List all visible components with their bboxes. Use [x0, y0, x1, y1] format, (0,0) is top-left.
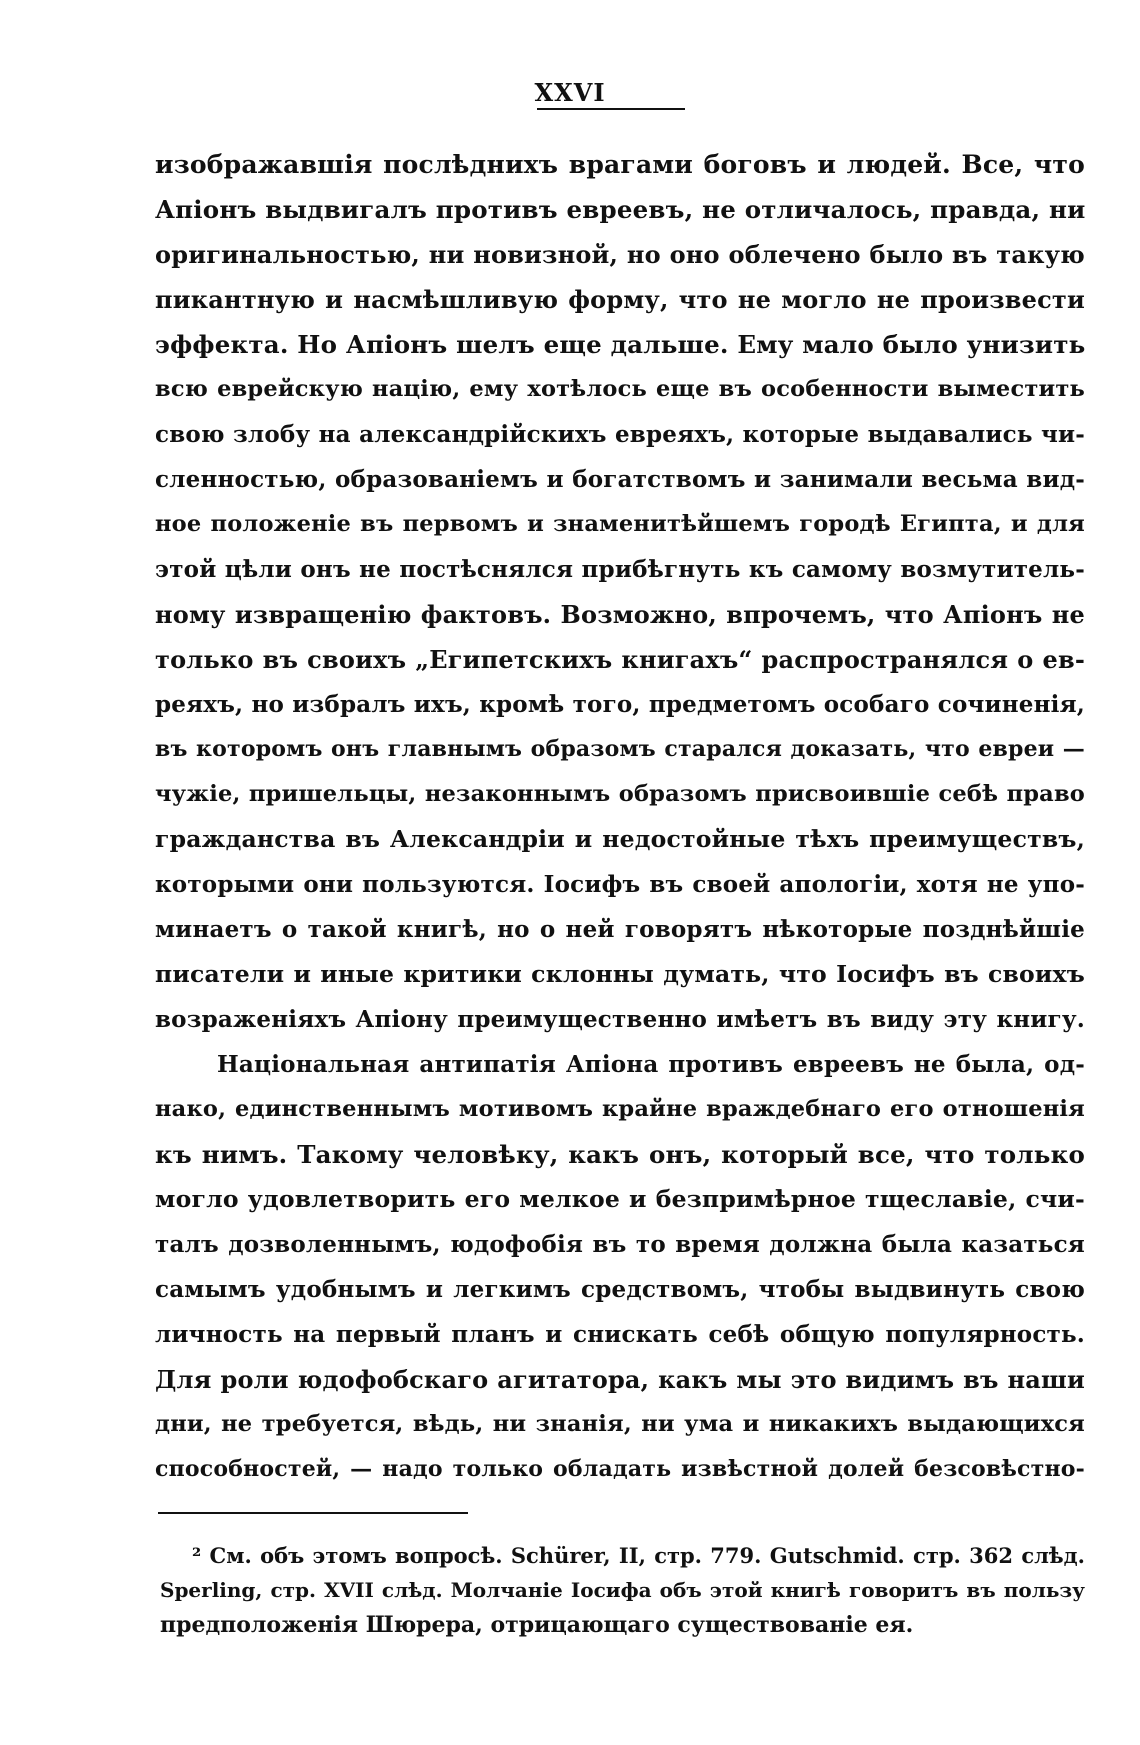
footnote	[160, 1538, 1085, 1643]
text-line: этой цѣли онъ не постѣснялся прибѣгнуть къ самому возмутитель-	[155, 556, 1085, 583]
text-line: ному извращенію фактовъ. Возможно, впрочемъ, что Апіонъ не	[155, 600, 1085, 629]
footnote-line: ² См. объ этомъ вопросѣ. Schürer, II, стр. 779. Gutschmid. стр. 362 слѣд.	[192, 1543, 1085, 1568]
header-rule	[537, 108, 685, 110]
text-line: сленностью, образованіемъ и богатствомъ и занимали весьма вид-	[155, 466, 1085, 493]
text-line: чужіе, пришельцы, незаконнымъ образомъ присвоившіе себѣ право	[155, 781, 1085, 807]
text-line: личность на первый планъ и снискать себѣ общую популярность.	[155, 1321, 1085, 1348]
text-line: гражданства въ Александріи и недостойные тѣхъ преимуществъ,	[155, 825, 1085, 853]
text-line: самымъ удобнымъ и легкимъ средствомъ, чтобы выдвинуть свою	[155, 1276, 1085, 1303]
text-line: эффекта. Но Апіонъ шелъ еще дальше. Ему мало было унизить	[155, 330, 1086, 359]
text-line: изображавшія послѣднихъ врагами боговъ и людей. Все, что	[155, 150, 1085, 179]
text-line: способностей, — надо только обладать извѣстной долей безсовѣстно-	[155, 1456, 1085, 1482]
text-line: къ нимъ. Такому человѣку, какъ онъ, который все, что только	[155, 1140, 1085, 1169]
text-line: Для роли юдофобскаго агитатора, какъ мы это видимъ въ наши	[155, 1365, 1085, 1394]
text-line: оригинальностью, ни новизной, но оно облечено было въ такую	[155, 240, 1085, 269]
text-line: Апіонъ выдвигалъ противъ евреевъ, не отличалось, правда, ни	[155, 195, 1086, 224]
text-line: нако, единственнымъ мотивомъ крайне враждебнаго его отношенія	[155, 1096, 1085, 1122]
text-line: всю еврейскую націю, ему хотѣлось еще въ особенности выместить	[155, 376, 1085, 402]
footnote-line: Sperling, стр. XVII слѣд. Молчаніе Іосифа объ этой книгѣ говоритъ въ пользу	[160, 1578, 1085, 1602]
text-line: минаетъ о такой книгѣ, но о ней говорятъ нѣкоторые позднѣйшіе	[155, 916, 1085, 943]
text-line: возраженіяхъ Апіону преимущественно имѣетъ въ виду эту книгу.	[155, 1006, 1085, 1033]
text-line: пикантную и насмѣшливую форму, что не могло не произвести	[155, 285, 1085, 314]
text-line: дни, не требуется, вѣдь, ни знанія, ни ума и никакихъ выдающихся	[155, 1411, 1085, 1437]
text-line: Національная антипатія Апіона противъ евреевъ не была, од-	[217, 1051, 1085, 1078]
text-line: реяхъ, но избралъ ихъ, кромѣ того, предметомъ особаго сочиненія,	[155, 691, 1086, 718]
text-line: которыми они пользуются. Іосифъ въ своей апологіи, хотя не упо-	[155, 871, 1085, 898]
text-line: въ которомъ онъ главнымъ образомъ старался доказать, что евреи —	[155, 736, 1085, 762]
text-line: писатели и иные критики склонны думать, что Іосифъ въ своихъ	[155, 960, 1085, 988]
text-line: могло удовлетворить его мелкое и безпримѣрное тщеславіе, счи-	[155, 1185, 1085, 1213]
text-line: только въ своихъ „Египетскихъ книгахъ“ распространялся о ев-	[155, 645, 1085, 674]
text-line: свою злобу на александрійскихъ евреяхъ, которые выдавались чи-	[155, 421, 1085, 448]
main-text	[155, 142, 1085, 1492]
page-number: XXVI	[534, 78, 606, 107]
footnote-rule	[158, 1512, 468, 1514]
text-line: талъ дозволеннымъ, юдофобія въ то время должна была казаться	[155, 1231, 1085, 1258]
footnote-line: предположенія Шюрера, отрицающаго существованіе ея.	[160, 1612, 914, 1638]
text-line: ное положеніе въ первомъ и знаменитѣйшемъ городѣ Египта, и для	[155, 511, 1085, 537]
